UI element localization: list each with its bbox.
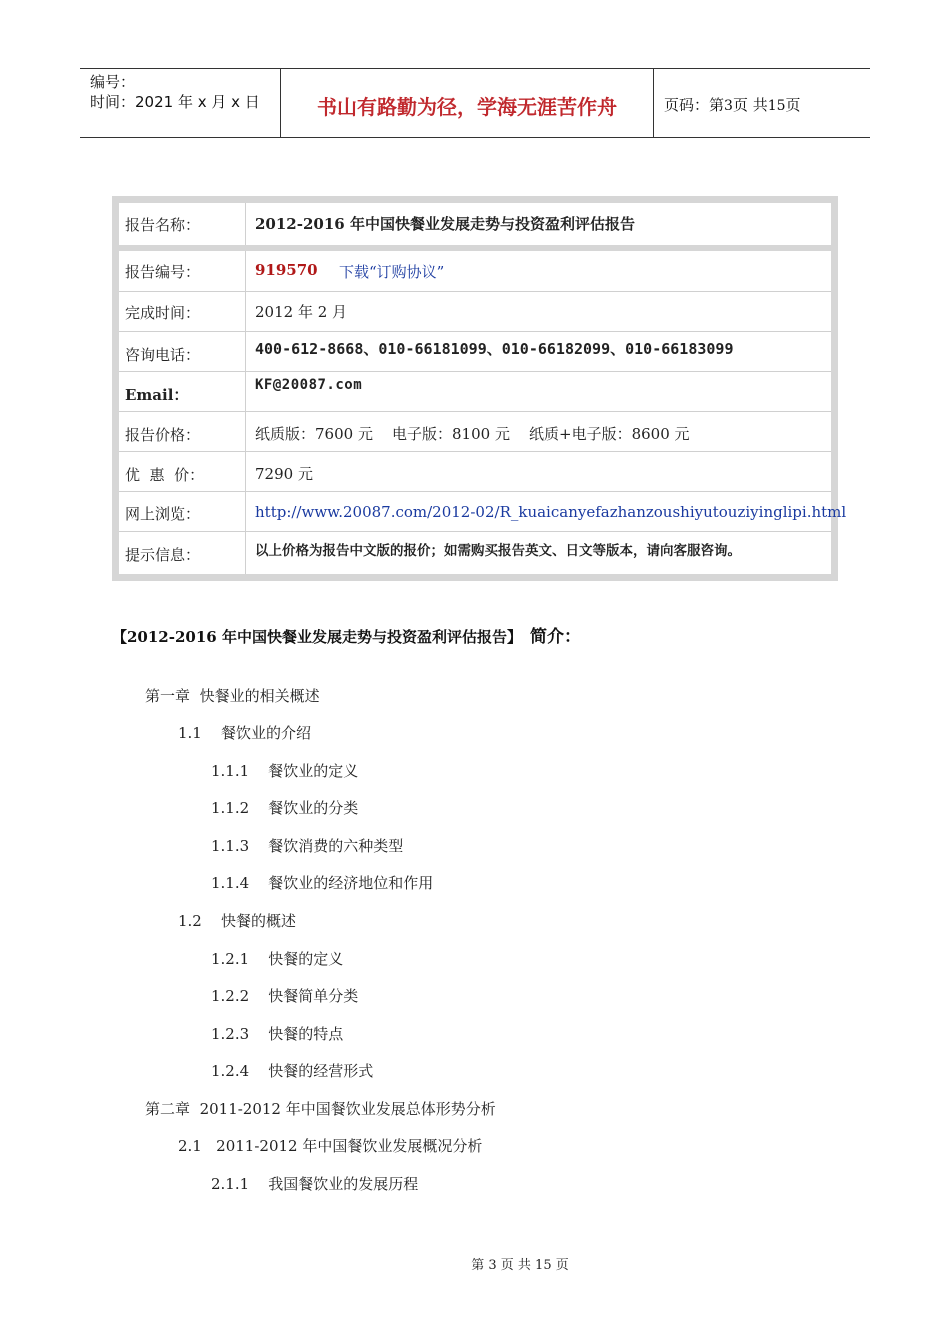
toc-section-2-1: 2.1 2011-2012 年中国餐饮业发展概况分析 [178,1137,483,1155]
page-footer: 第 3 页 共 15 页 [471,1258,569,1273]
email-label: Email： [125,386,189,404]
discount-label: 优 惠 价： [125,466,205,484]
email-value[interactable]: KF@20087.com [255,377,363,393]
page-total: 15 [767,98,786,114]
tip-label: 提示信息： [125,546,201,564]
page-suffix: 页 [785,96,801,114]
intro-suffix: 简介： [529,627,581,647]
header-page-cell [654,69,870,137]
web-link[interactable]: http://www.20087.com/2012-02/R_kuaicanyefazhanzoushiyutouziyinglipi.html [255,503,847,521]
toc-item-1-1-1: 1.1.1 餐饮业的定义 [211,762,359,780]
toc-chapter-1: 第一章 快餐业的相关概述 [145,687,320,705]
discount-value: 7290 元 [255,465,313,483]
phone-value: 400-612-8668、010-66181099、010-66182099、010-66183099 [255,340,734,358]
report-info-table [112,196,847,581]
row-completion-time [119,291,831,332]
row-phone [119,331,831,372]
row-report-name [119,203,831,245]
phone-label: 咨询电话： [125,346,201,364]
price-label: 报告价格： [125,426,201,444]
report-name-value: 2012-2016 年中国快餐业发展走势与投资盈利评估报告 [255,215,635,233]
page-mid: 页 共 [732,96,768,114]
price-value: 纸质版：7600 元 电子版：8100 元 纸质+电子版：8600 元 [255,425,690,443]
row-report-code [119,251,831,291]
report-code-value: 919570 [255,261,318,279]
page-number: 3 [724,98,733,114]
toc-item-2-1-1: 2.1.1 我国餐饮业的发展历程 [211,1175,419,1193]
toc-item-1-2-3: 1.2.3 快餐的特点 [211,1025,344,1043]
row-email [119,371,831,412]
motto: 书山有路勤为径，学海无涯苦作舟 [317,95,617,119]
toc-item-1-1-2: 1.1.2 餐饮业的分类 [211,799,359,817]
toc-item-1-1-4: 1.1.4 餐饮业的经济地位和作用 [211,874,434,892]
document-date: 时间：2021 年 x 月 x 日 [90,93,260,111]
download-agreement-link[interactable]: 下载“订购协议” [339,263,445,281]
intro-title: 【2012-2016 年中国快餐业发展走势与投资盈利评估报告】 [112,628,522,646]
report-code-label: 报告编号： [125,263,201,281]
row-price [119,411,831,452]
completion-time-label: 完成时间： [125,304,201,322]
toc-item-1-1-3: 1.1.3 餐饮消费的六种类型 [211,837,404,855]
intro-heading [112,622,581,647]
toc-item-1-2-2: 1.2.2 快餐简单分类 [211,987,359,1005]
toc-section-1-1: 1.1 餐饮业的介绍 [178,724,311,742]
web-label: 网上浏览： [125,505,201,523]
completion-time-value: 2012 年 2 月 [255,303,348,321]
toc-item-1-2-4: 1.2.4 快餐的经营形式 [211,1062,374,1080]
document-id-label: 编号： [90,73,136,91]
toc-section-1-2: 1.2 快餐的概述 [178,912,296,930]
report-name-label: 报告名称： [125,216,201,234]
page-prefix: 页码：第 [664,96,725,114]
toc-chapter-2: 第二章 2011-2012 年中国餐饮业发展总体形势分析 [145,1100,496,1118]
row-discount [119,451,831,492]
row-tip [119,531,831,575]
header-meta-cell [80,69,281,137]
tip-value: 以上价格为报告中文版的报价；如需购买报告英文、日文等版本，请向客服咨询。 [255,543,741,559]
page-indicator [664,94,801,115]
header-motto-cell [281,69,654,137]
row-web [119,491,847,532]
toc-item-1-2-1: 1.2.1 快餐的定义 [211,950,344,968]
page-header [80,68,870,138]
